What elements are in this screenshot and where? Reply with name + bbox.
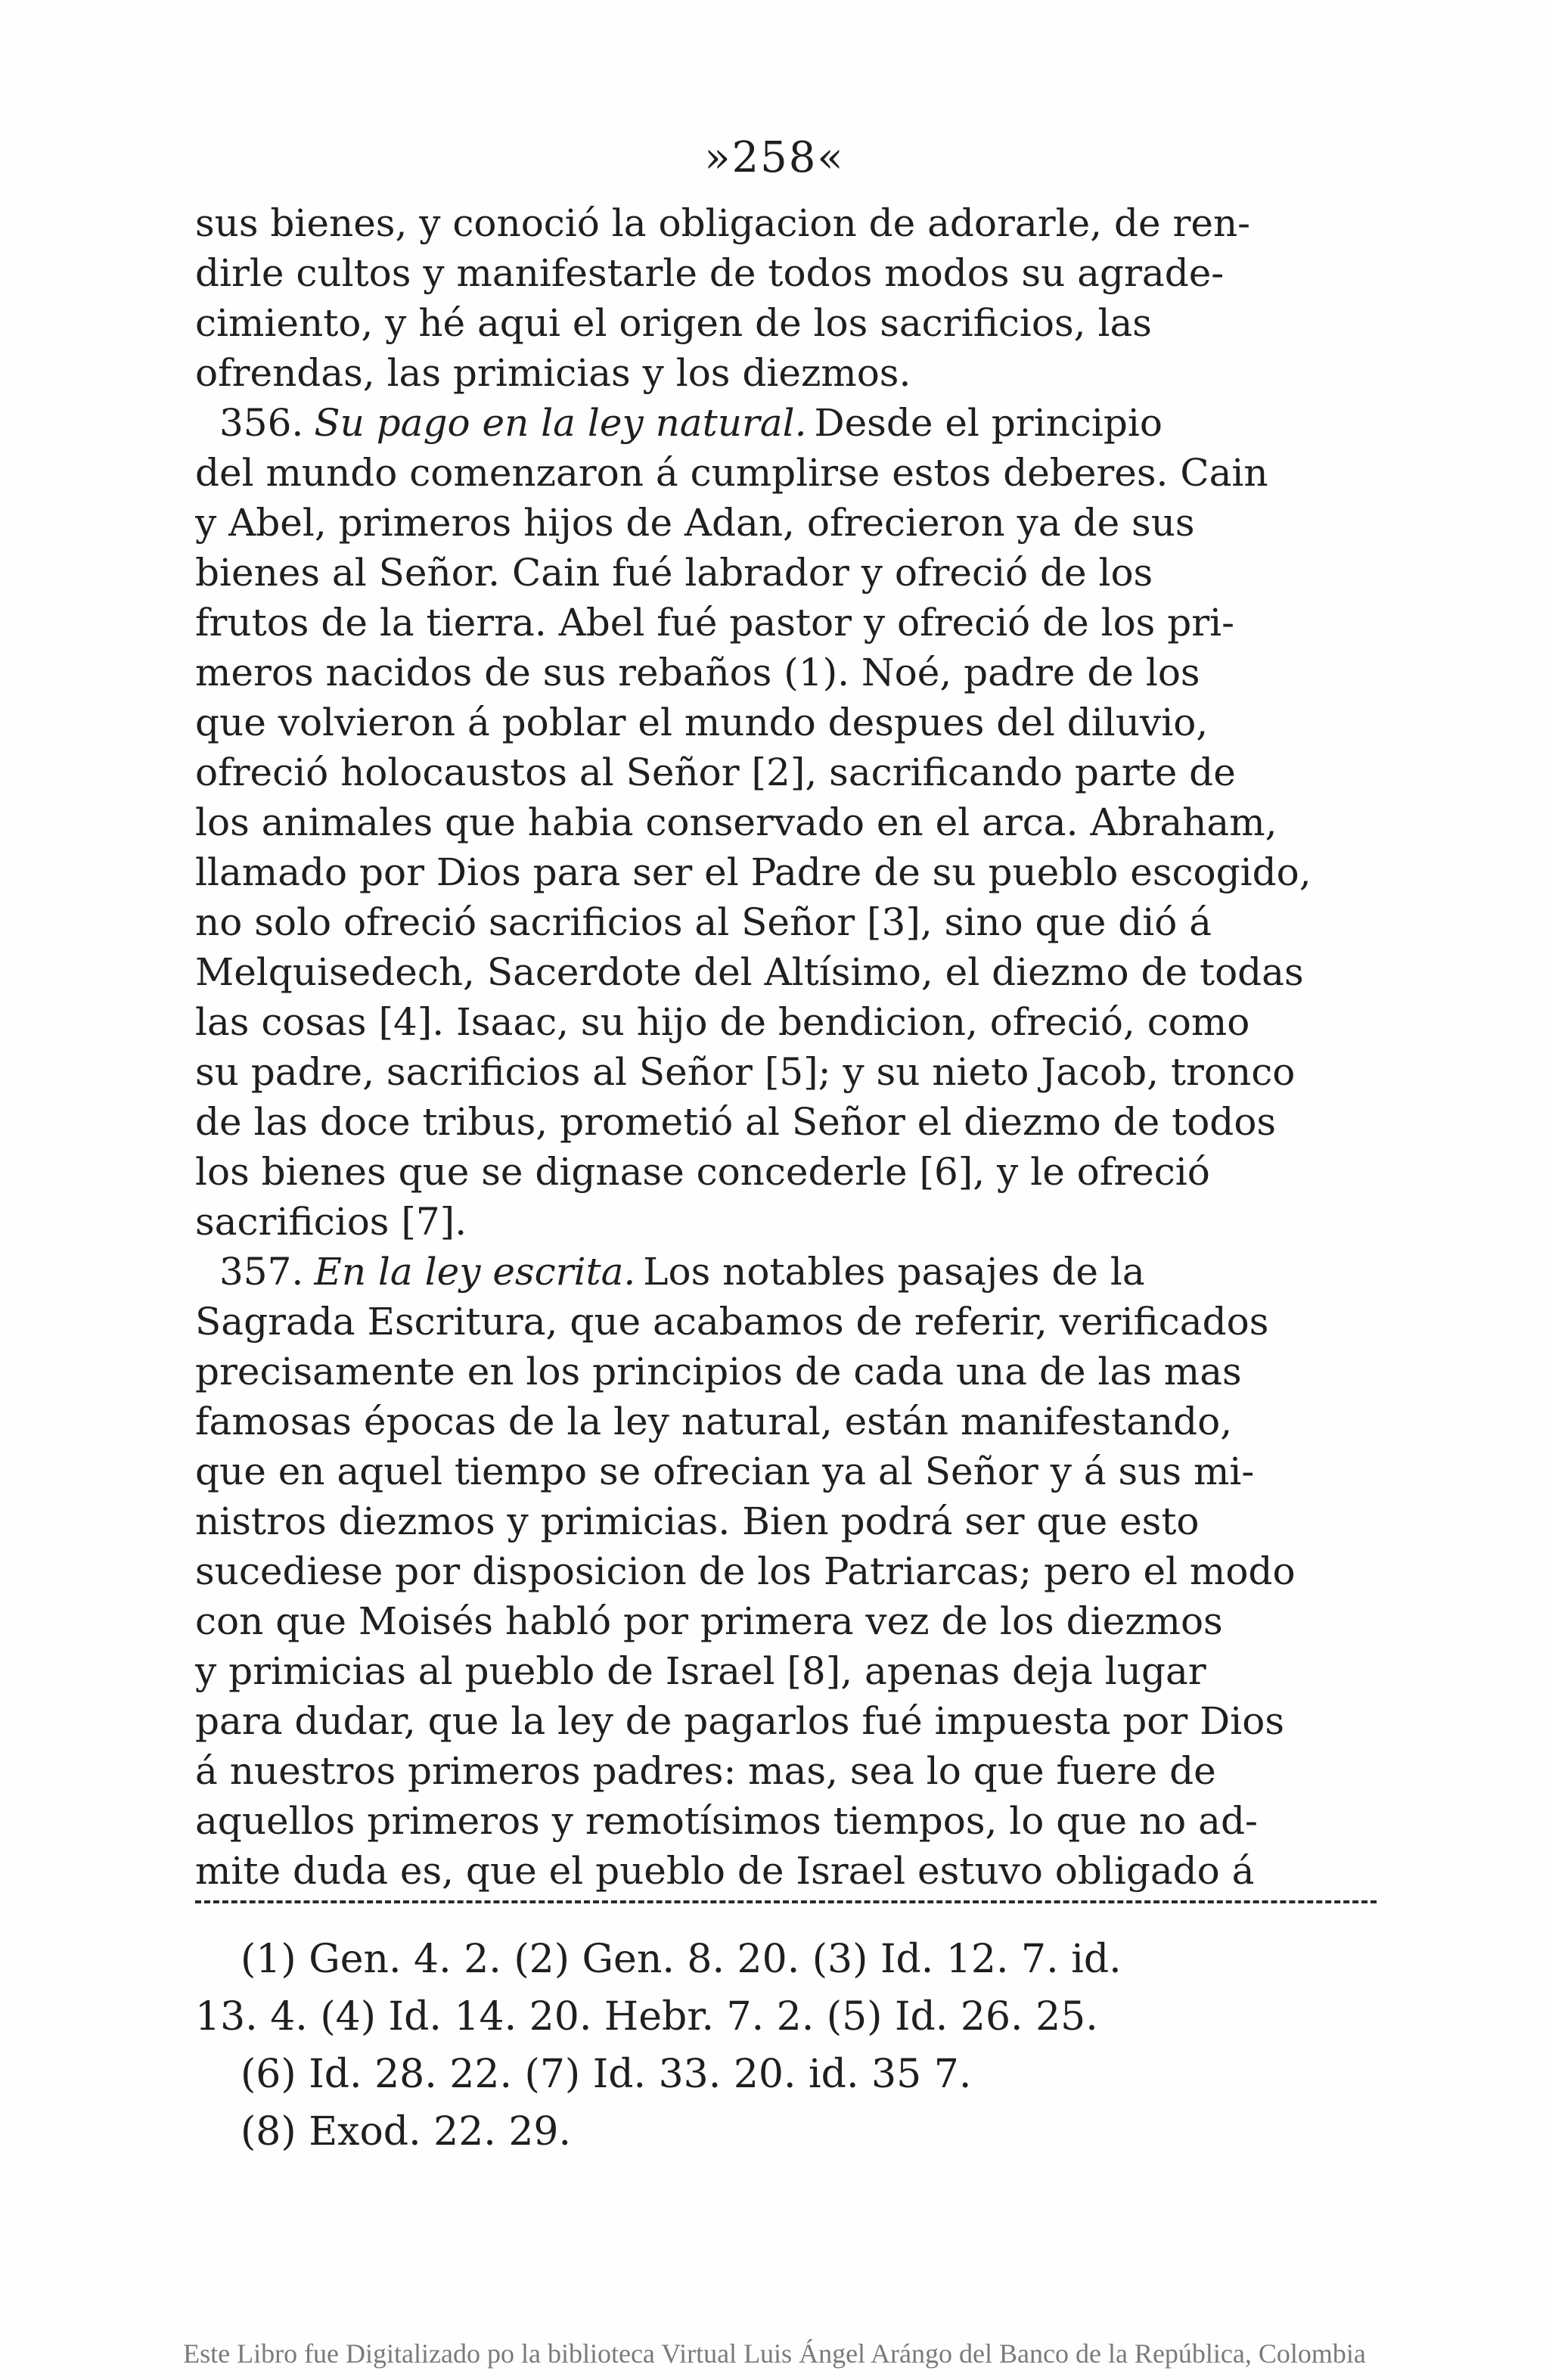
text-line [195,1746,1377,1796]
text-line [195,1097,1377,1147]
text-line [195,1546,1377,1596]
line-text: sus bienes, y conoció la obligacion de adorarle, de ren- [195,201,1251,245]
text-line [195,997,1377,1047]
paragraph-heading: Su pago en la ley natural. [314,401,807,445]
text-line [195,298,1377,348]
line-text: mite duda es, que el pueblo de Israel estuvo obligado á [195,1849,1255,1893]
footnote-line: 13. 4. (4) Id. 14. 20. Hebr. 7. 2. (5) Id. 26. 25. [195,1994,1098,2040]
line-text: los animales que habia conservado en el arca. Abraham, [195,800,1277,844]
line-text: dirle cultos y manifestarle de todos modos su agrade- [195,251,1225,295]
line-text: Desde el principio [814,401,1163,445]
line-text: y primicias al pueblo de Israel [8], apenas deja lugar [195,1649,1206,1693]
line-text: con que Moisés habló por primera vez de los diezmos [195,1599,1223,1643]
text-line [195,947,1377,997]
paragraph-start-line [195,398,1377,448]
line-text: bienes al Señor. Cain fué labrador y ofreció de los [195,551,1153,595]
text-line [195,1347,1377,1397]
footnote-line: (8) Exod. 22. 29. [241,2109,572,2155]
text-line [195,1596,1377,1646]
line-text: frutos de la tierra. Abel fué pastor y ofreció de los pri- [195,601,1235,645]
line-text: nistros diezmos y primicias. Bien podrá ser que esto [195,1499,1200,1543]
line-text: los bienes que se dignase concederle [6], y le ofreció [195,1150,1210,1194]
footnote-divider [195,1900,1377,1903]
line-text: para dudar, que la ley de pagarlos fué impuesta por Dios [195,1699,1285,1743]
text-line [195,1197,1377,1247]
line-text: su padre, sacrificios al Señor [5]; y su nieto Jacob, tronco [195,1050,1296,1094]
line-text: sucediese por disposicion de los Patriarcas; pero el modo [195,1549,1296,1593]
line-text: Sagrada Escritura, que acabamos de referir, verificados [195,1300,1269,1344]
line-text: de las doce tribus, prometió al Señor el diezmo de todos [195,1100,1277,1144]
digitization-credit: Este Libro fue Digitalizado po la biblioteca Virtual Luis Ángel Arángo del Banco de la República, Colombia [183,2338,1366,2369]
text-line [195,1446,1377,1496]
text-line [195,448,1377,498]
page-number: »258« [704,133,845,182]
text-line [195,747,1377,797]
line-text: Melquisedech, Sacerdote del Altísimo, el diezmo de todas [195,950,1304,994]
line-text: cimiento, y hé aqui el origen de los sacrificios, las [195,301,1152,345]
text-line [195,598,1377,648]
line-text: meros nacidos de sus rebaños (1). Noé, padre de los [195,651,1200,694]
line-text: ofrendas, las primicias y los diezmos. [195,351,911,395]
paragraph-number: 357. [219,1250,304,1294]
text-line [195,648,1377,698]
text-line [195,248,1377,298]
text-line [195,1147,1377,1197]
text-line [195,498,1377,548]
text-line [195,897,1377,947]
text-line [195,797,1377,847]
text-line [195,198,1377,248]
text-line [195,548,1377,598]
line-text: aquellos primeros y remotísimos tiempos, lo que no ad- [195,1799,1258,1843]
line-text: sacrificios [7]. [195,1200,467,1244]
line-text: del mundo comenzaron á cumplirse estos deberes. Cain [195,451,1268,495]
body-text [195,198,1377,1896]
line-text: á nuestros primeros padres: mas, sea lo que fuere de [195,1749,1216,1793]
text-line [195,1496,1377,1546]
line-text: ofreció holocaustos al Señor [2], sacrificando parte de [195,750,1236,794]
line-text: Los notables pasajes de la [643,1250,1145,1294]
paragraph-start-line [195,1247,1377,1297]
text-line [195,348,1377,398]
text-line [195,1297,1377,1347]
line-text: precisamente en los principios de cada una de las mas [195,1350,1242,1394]
line-text: y Abel, primeros hijos de Adan, ofrecieron ya de sus [195,501,1195,545]
line-text: no solo ofreció sacrificios al Señor [3], sino que dió á [195,900,1212,944]
line-text: que en aquel tiempo se ofrecian ya al Señor y á sus mi- [195,1449,1255,1493]
text-line [195,1397,1377,1446]
text-line [195,698,1377,747]
text-line [195,1646,1377,1696]
text-line [195,1796,1377,1846]
text-line [195,1846,1377,1896]
paragraph-number: 356. [219,401,304,445]
text-line [195,1696,1377,1746]
text-line [195,1047,1377,1097]
line-text: las cosas [4]. Isaac, su hijo de bendicion, ofreció, como [195,1000,1250,1044]
line-text: famosas épocas de la ley natural, están manifestando, [195,1400,1233,1443]
footnotes [195,1931,1390,2161]
line-text: que volvieron á poblar el mundo despues del diluvio, [195,701,1209,744]
text-line [195,847,1377,897]
line-text: llamado por Dios para ser el Padre de su pueblo escogido, [195,850,1312,894]
footnote-line: (1) Gen. 4. 2. (2) Gen. 8. 20. (3) Id. 12. 7. id. [241,1937,1122,1982]
footnote-line: (6) Id. 28. 22. (7) Id. 33. 20. id. 35 7. [241,2052,972,2097]
paragraph-heading: En la ley escrita. [314,1250,636,1294]
